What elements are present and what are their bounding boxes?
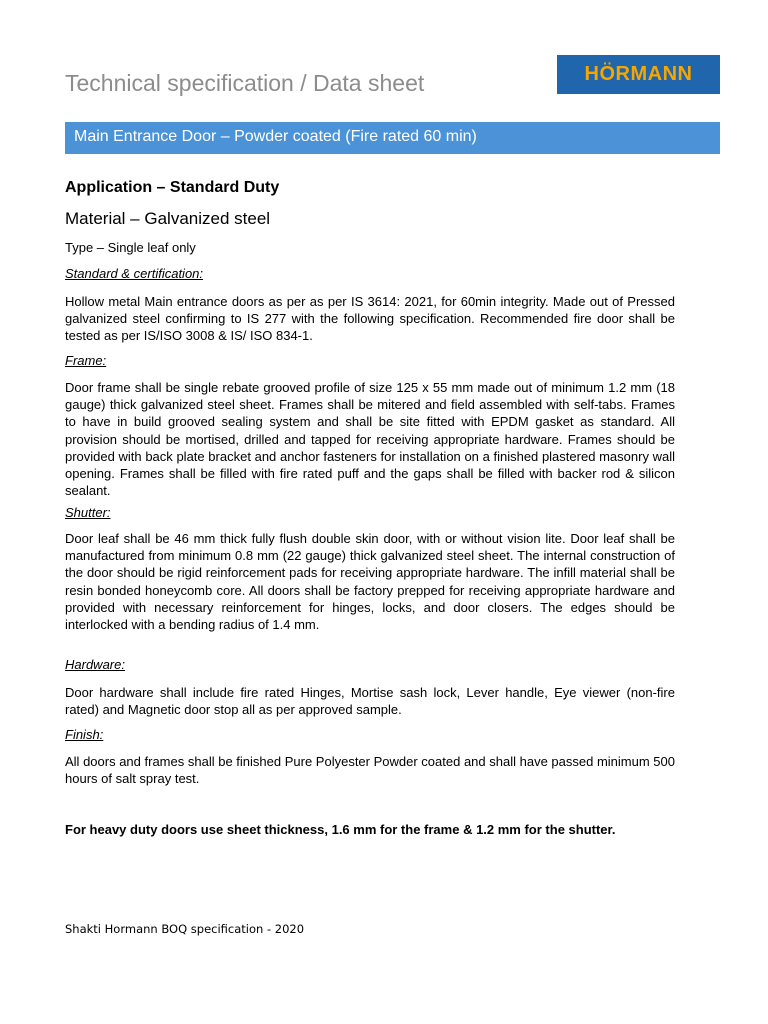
finish-heading: Finish: (65, 727, 104, 742)
finish-paragraph: All doors and frames shall be finished Pure Polyester Powder coated and shall have passed minimum 500 hours of salt spray test. (65, 754, 675, 787)
shutter-paragraph: Door leaf shall be 46 mm thick fully flush double skin door, with or without vision lite. Door leaf shall be manufactured from minimum 0.8 mm (22 gauge) thick galvanized steel sheet. The internal construction of the door should be rigid reinforcement pads for receiving appropriate hardware. The infill material shall be resin bonded honeycomb core. All doors shall be factory prepped for receiving appropriate hardware and provided with necessary reinforcement for hinges, locks, and door closers. The edges should be interlocked with a bending radius of 1.4 mm. (65, 531, 675, 633)
shutter-heading: Shutter: (65, 505, 111, 520)
frame-heading: Frame: (65, 353, 107, 368)
hardware-paragraph: Door hardware shall include fire rated Hinges, Mortise sash lock, Lever handle, Eye viewer (non-fire rated) and Magnetic door stop all as per approved sample. (65, 685, 675, 718)
hormann-logo (557, 55, 720, 94)
type-line: Type – Single leaf only (65, 240, 196, 255)
standard-heading: Standard & certification: (65, 266, 204, 281)
frame-paragraph: Door frame shall be single rebate grooved profile of size 125 x 55 mm made out of minimum 1.2 mm (18 gauge) thick galvanized steel sheet. Frames shall be mitered and field assembled with self-tabs. Frames to have in build grooved sealing system and shall be site fitted with EPDM gasket as standard. All provision should be mortised, drilled and tapped for receiving appropriate hardware. Frames should be provided with back plate bracket and anchor fasteners for installation on a finished plastered masonry wall opening. Frames shall be filled with fire rated puff and the gaps shall be filled with backer rod & silicon sealant. (65, 380, 675, 499)
material-heading: Material – Galvanized steel (65, 209, 271, 228)
logo-text: HÖRMANN (584, 63, 693, 85)
application-heading: Application – Standard Duty (65, 179, 280, 196)
heavy-duty-note: For heavy duty doors use sheet thickness, 1.6 mm for the frame & 1.2 mm for the shutter. (65, 822, 616, 837)
page-title: Technical specification / Data sheet (65, 70, 425, 96)
hardware-heading: Hardware: (65, 657, 125, 672)
product-banner: Main Entrance Door – Powder coated (Fire rated 60 min) (65, 122, 720, 154)
page-footer: Shakti Hormann BOQ specification - 2020 (65, 922, 305, 936)
standard-paragraph: Hollow metal Main entrance doors as per as per IS 3614: 2021, for 60min integrity. Made out of Pressed galvanized steel confirming to IS 277 with the following specification. Recommended fire door shall be tested as per IS/ISO 3008 & IS/ ISO 834-1. (65, 294, 675, 344)
